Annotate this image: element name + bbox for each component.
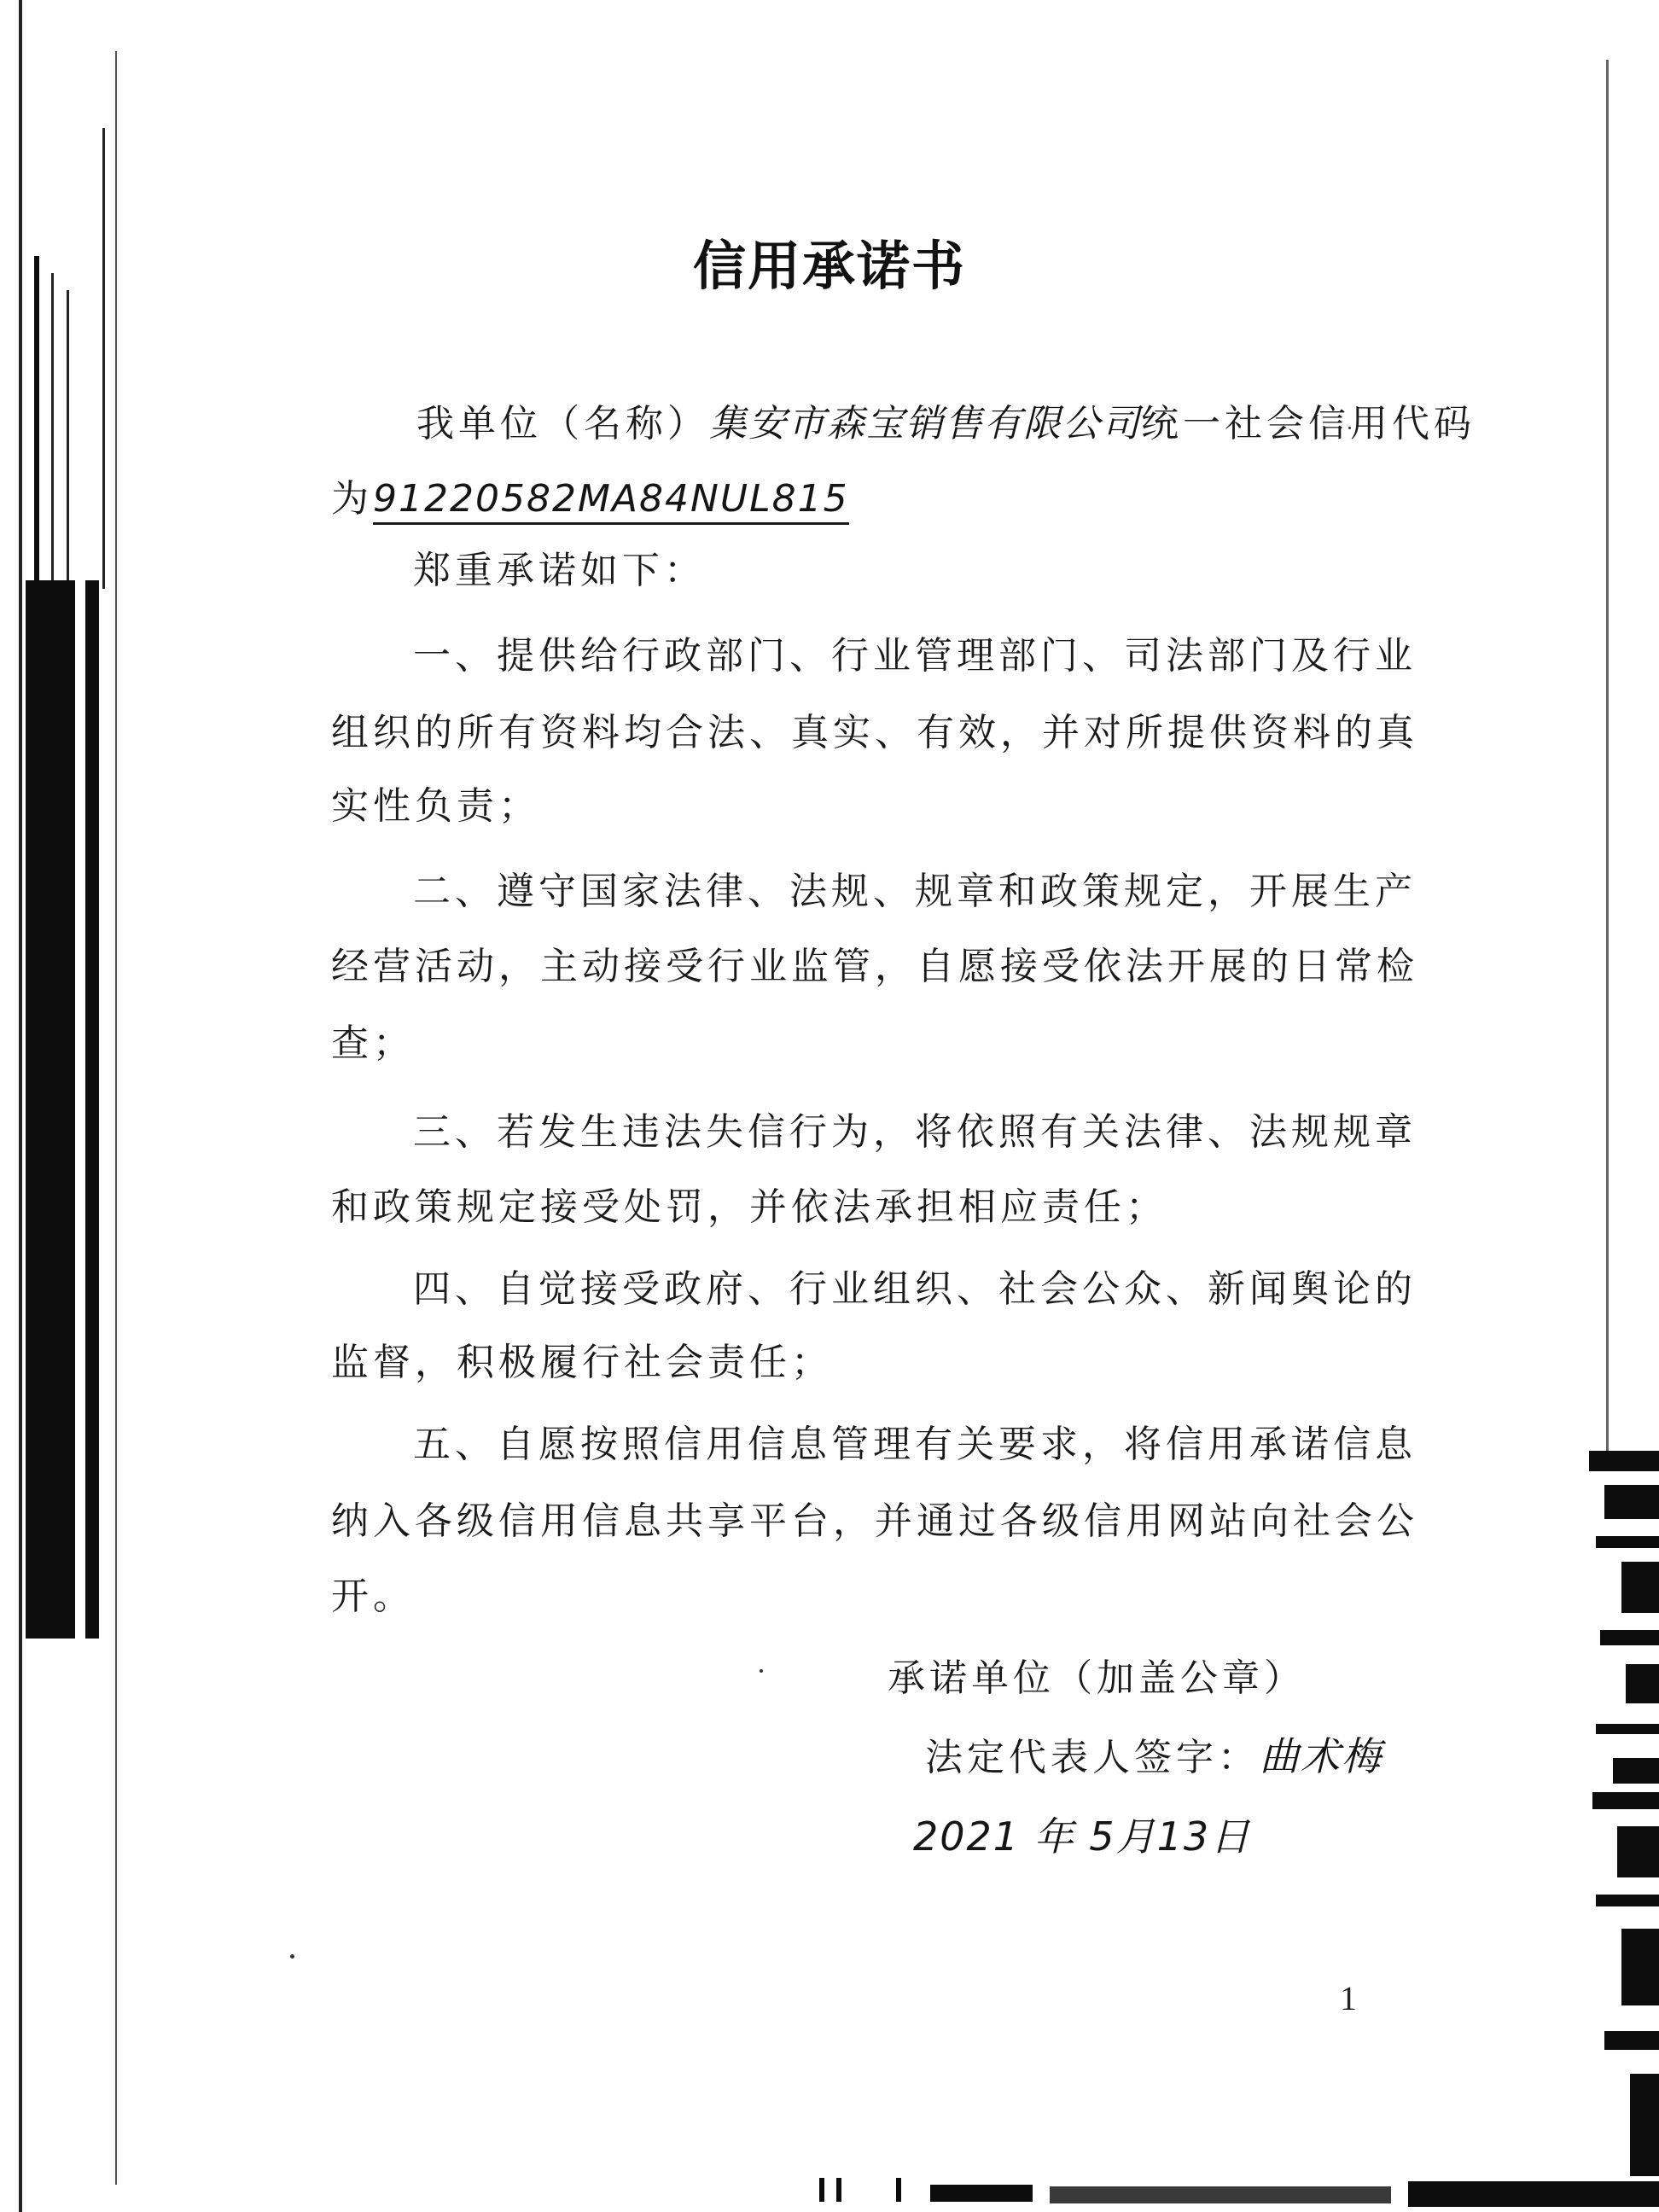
- scan-edge-line: [51, 273, 54, 580]
- scan-speck: [760, 1669, 763, 1673]
- commitment-unit-label: 承诺单位（加盖公章）: [888, 1656, 1306, 1700]
- signing-date-handwritten: 2021 年 5月13日: [913, 1813, 1252, 1860]
- scan-edge-bar: [1621, 1562, 1659, 1613]
- legal-rep-label: 法定代表人签字：: [925, 1736, 1260, 1779]
- scan-edge-bar: [836, 2178, 841, 2202]
- company-name-handwritten: 集安市森宝销售有限公司: [709, 402, 1141, 445]
- scan-edge-line: [102, 128, 105, 589]
- scan-edge-line: [115, 51, 117, 2185]
- scan-edge-bar: [1626, 1664, 1659, 1703]
- body-line: 二、遵守国家法律、法规、规章和政策规定，开展生产: [413, 870, 1417, 913]
- intro-suffix: 统一社会信用代码: [1141, 402, 1476, 445]
- intro-line-2: [331, 468, 849, 522]
- scan-edge-bar: [1621, 1929, 1659, 2005]
- body-line: 四、自觉接受政府、行业组织、社会公众、新闻舆论的: [413, 1267, 1417, 1311]
- intro-line-1: [416, 393, 1476, 447]
- code-prefix: 为: [331, 477, 373, 521]
- body-line: 五、自愿按照信用信息管理有关要求，将信用承诺信息: [413, 1423, 1417, 1466]
- pledge-lead: 郑重承诺如下：: [413, 549, 706, 592]
- body-line: 一、提供给行政部门、行业管理部门、司法部门及行业: [413, 634, 1417, 678]
- body-line: 查；: [331, 1022, 415, 1065]
- body-line: 实性负责；: [331, 784, 540, 828]
- scan-edge-bar: [1408, 2181, 1659, 2207]
- body-line: 组织的所有资料均合法、真实、有效，并对所提供资料的真: [331, 711, 1418, 754]
- scan-edge-line: [19, 0, 22, 2212]
- body-line: 经营活动，主动接受行业监管，自愿接受依法开展的日常检: [331, 945, 1418, 988]
- legal-rep-signature: 曲术梅: [1260, 1733, 1382, 1779]
- scan-edge-bar: [1596, 1895, 1659, 1906]
- scan-edge-bar: [1604, 2031, 1659, 2050]
- body-line: 开。: [331, 1575, 415, 1618]
- scan-edge-bar: [1630, 2074, 1659, 2176]
- body-line: 监督，积极履行社会责任；: [331, 1341, 833, 1384]
- scan-edge-line: [67, 290, 69, 580]
- page-number: 1: [1340, 1979, 1357, 2017]
- body-line: 三、若发生违法失信行为，将依照有关法律、法规规章: [413, 1110, 1417, 1154]
- scan-edge-bar: [819, 2178, 824, 2202]
- scan-edge-bar: [1600, 1630, 1659, 1645]
- scan-edge-bar: [930, 2185, 1033, 2202]
- scan-edge-bar: [1617, 1826, 1659, 1877]
- document-title: 信用承诺书: [692, 235, 966, 297]
- scan-edge-bar: [85, 580, 99, 1639]
- scan-speck: [290, 1954, 294, 1959]
- scan-edge-bar: [1050, 2186, 1391, 2203]
- scan-edge-bar: [1613, 1758, 1659, 1784]
- scan-edge-bar: [1596, 1536, 1659, 1548]
- credit-code-handwritten: 91220582MA84NUL815: [373, 477, 849, 525]
- scan-edge-bar: [896, 2178, 901, 2202]
- scan-edge-bar: [1592, 1792, 1659, 1809]
- intro-prefix: 我单位（名称）: [416, 402, 709, 445]
- legal-rep-line: [925, 1726, 1382, 1782]
- body-line: 和政策规定接受处罚，并依法承担相应责任；: [331, 1185, 1167, 1229]
- scan-edge-bar: [26, 580, 75, 1639]
- scan-edge-bar: [1604, 1485, 1659, 1519]
- body-line: 纳入各级信用信息共享平台，并通过各级信用网站向社会公: [331, 1499, 1418, 1543]
- scan-edge-bar: [1596, 1724, 1659, 1734]
- scan-edge-bar: [1589, 1451, 1659, 1471]
